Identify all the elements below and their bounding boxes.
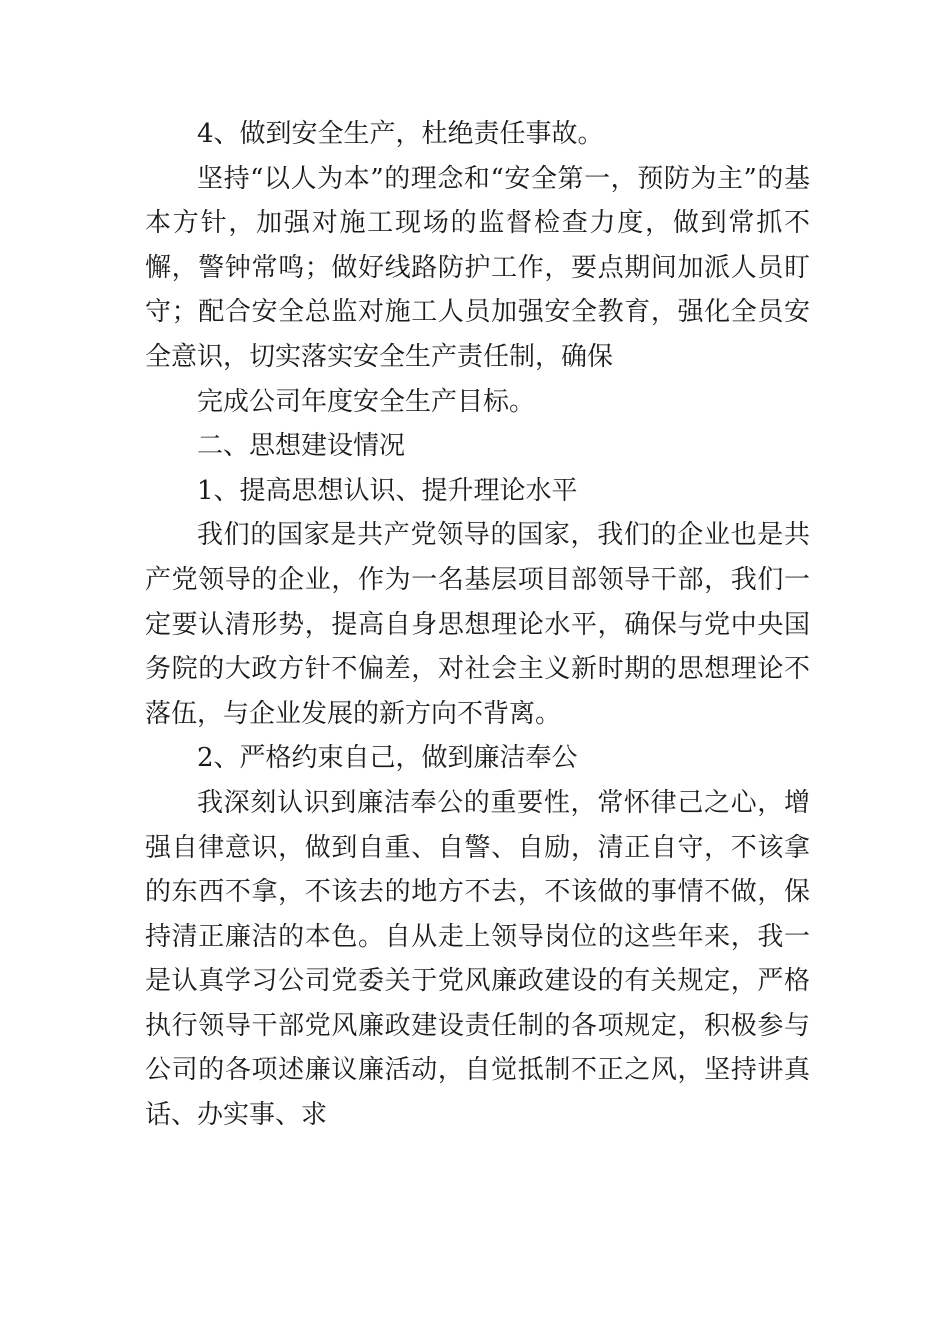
subheading-theory: 1、提高思想认识、提升理论水平 [197,475,578,506]
section-heading-safety: 4、做到安全生产，杜绝责任事故。 [197,119,604,149]
paragraph-integrity: 我深刻认识到廉洁奉公的重要性，常怀律己之心，增强自律意识，做到自重、自警、自励，清正自守，不该拿的东西不拿，不该去的地方不去，不该做的事情不做，保持清正廉洁的本色。自从走上领导岗位的这些年来，我一是认真学习公司党委关于党风廉政建设的有关规定，严格执行领导干部党风廉政建设责任制的各项规定，积极参与公司的各项述廉议廉活动，自觉抵制不正之风，坚持讲真话、办实事、求 [145,787,810,1131]
subheading-integrity: 2、严格约束自己，做到廉洁奉公 [197,743,578,774]
paragraph-party-leadership: 我们的国家是共产党领导的国家，我们的企业也是共产党领导的企业，作为一名基层项目部领导干部，我们一定要认清形势，提高自身思想理论水平，确保与党中央国务院的大政方针不偏差，对社会主义新时期的思想理论不落伍，与企业发展的新方向不背离。 [145,520,810,729]
document-body [145,112,810,1138]
paragraph-safety-goal: 完成公司年度安全生产目标。 [197,386,536,417]
section-heading-ideology: 二、思想建设情况 [197,431,406,462]
paragraph-safety-policy: 坚持“以人为本”的理念和“安全第一，预防为主”的基本方针，加强对施工现场的监督检查力度，做到常抓不懈，警钟常鸣；做好线路防护工作，要点期间加派人员盯守；配合安全总监对施工人员加强安全教育，强化全员安全意识，切实落实安全生产责任制，确保 [145,163,810,372]
